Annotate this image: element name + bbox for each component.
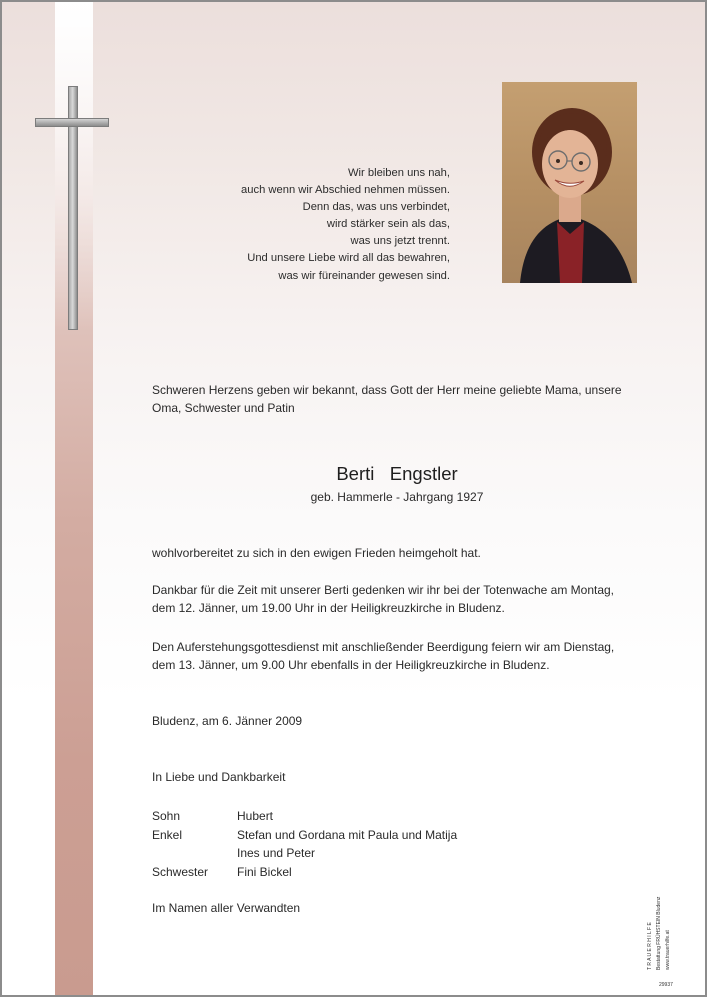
passed-text: wohlvorbereitet zu sich in den ewigen Frieden heimgeholt hat.: [152, 546, 481, 560]
portrait-photo: [502, 82, 637, 283]
poem-line: Wir bleiben uns nah,: [348, 167, 450, 179]
poem-line: wird stärker sein als das,: [326, 218, 450, 231]
poem-line: was wir füreinander gewesen sind.: [278, 269, 450, 282]
intro-text: [152, 382, 652, 417]
family-relation: [152, 844, 237, 863]
funeral-mass-text: [152, 639, 652, 674]
funeral-home-imprint: [647, 870, 683, 990]
mass-line: Den Auferstehungsgottesdienst mit anschließender Beerdigung feiern wir am Dienstag,: [152, 640, 615, 654]
family-names: Ines und Peter: [237, 846, 316, 861]
mass-line: dem 13. Jänner, um 9.00 Uhr ebenfalls in der Heiligkreuzkirche in Bludenz.: [152, 657, 550, 672]
family-names: Fini Bickel: [237, 864, 292, 879]
imprint-line: T R A U E R H I L F E: [647, 922, 653, 970]
poem-line: was uns jetzt trennt.: [350, 235, 450, 248]
wake-line: dem 12. Jänner, um 19.00 Uhr in der Heiligkreuzkirche in Bludenz.: [152, 600, 505, 615]
family-relation: Sohn: [152, 809, 181, 823]
poem: [241, 165, 450, 285]
intro-line: Schweren Herzens geben wir bekannt, dass Gott der Herr meine geliebte Mama, unsere: [152, 383, 622, 397]
imprint-code: 29937: [659, 982, 673, 988]
family-names: Stefan und Gordana mit Paula und Matija: [237, 827, 458, 842]
cross-icon-beam: [35, 118, 109, 127]
wake-line: Dankbar für die Zeit mit unserer Berti gedenken wir ihr bei der Totenwache am Montag,: [152, 583, 615, 597]
poem-line: Denn das, was uns verbindet,: [302, 201, 450, 214]
birth-info: geb. Hammerle - Jahrgang 1927: [310, 490, 484, 504]
family-row: [152, 863, 457, 882]
imprint-line: www.trauerhilfe.at: [665, 930, 671, 970]
family-list: [152, 807, 457, 881]
poem-line: Und unsere Liebe wird all das bewahren,: [247, 252, 450, 265]
family-row: [152, 844, 457, 863]
place-date: Bludenz, am 6. Jänner 2009: [152, 714, 303, 728]
closing-text: In Liebe und Dankbarkeit: [152, 770, 286, 784]
family-row: [152, 826, 457, 845]
wake-text: [152, 582, 652, 617]
family-row: [152, 807, 457, 826]
family-relation: Enkel: [152, 827, 183, 842]
relatives-text: Im Namen aller Verwandten: [152, 901, 301, 915]
family-names: Hubert: [237, 809, 274, 823]
imprint-line: Bestattung FRÜHSTEIN Bludenz: [656, 896, 662, 970]
intro-line: Oma, Schwester und Patin: [152, 400, 295, 415]
family-relation: Schwester: [152, 864, 209, 879]
poem-line: auch wenn wir Abschied nehmen müssen.: [241, 184, 450, 197]
deceased-name: Berti Engstler: [336, 463, 458, 484]
